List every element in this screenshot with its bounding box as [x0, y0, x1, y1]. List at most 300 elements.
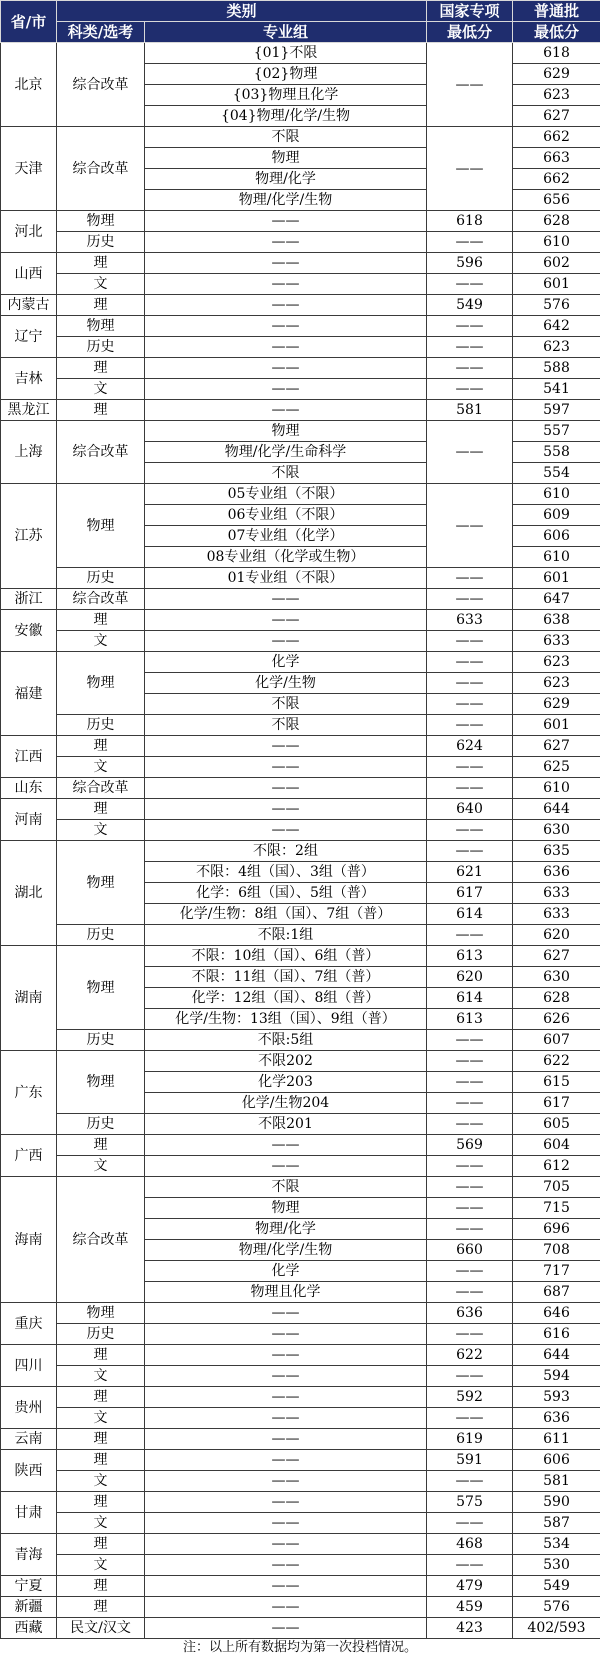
regular-score-cell: 633 [513, 631, 600, 652]
regular-score-cell: 610 [513, 484, 600, 505]
regular-score-cell: 606 [513, 526, 600, 547]
regular-score-cell: 541 [513, 379, 600, 400]
subject-cell: 文 [57, 820, 145, 841]
table-row [1, 1408, 600, 1429]
group-cell: —— [145, 1492, 427, 1513]
subject-cell: 物理 [57, 316, 145, 337]
subject-cell: 文 [57, 1156, 145, 1177]
national-score-cell: —— [427, 589, 513, 610]
national-score-cell: 591 [427, 1450, 513, 1471]
national-score-cell: 468 [427, 1534, 513, 1555]
province-cell: 内蒙古 [1, 295, 57, 316]
subject-cell: 理 [57, 295, 145, 316]
province-cell: 贵州 [1, 1387, 57, 1429]
table-row [1, 1051, 600, 1072]
group-cell: 不限:1组 [145, 925, 427, 946]
group-cell: —— [145, 211, 427, 232]
regular-score-cell: 602 [513, 253, 600, 274]
national-score-cell: 636 [427, 1303, 513, 1324]
national-score-cell: —— [427, 1555, 513, 1576]
national-score-cell: —— [427, 1324, 513, 1345]
national-score-cell: —— [427, 316, 513, 337]
regular-score-cell: 662 [513, 127, 600, 148]
national-score-cell: —— [427, 1156, 513, 1177]
table-row [1, 589, 600, 610]
national-score-cell: —— [427, 1219, 513, 1240]
group-cell: 化学：12组（国）、8组（普） [145, 988, 427, 1009]
province-cell: 海南 [1, 1177, 57, 1303]
province-cell: 吉林 [1, 358, 57, 400]
group-cell: 07专业组（化学） [145, 526, 427, 547]
table-row [1, 316, 600, 337]
subject-cell: 物理 [57, 841, 145, 925]
regular-score-cell: 612 [513, 1156, 600, 1177]
national-score-cell: 614 [427, 904, 513, 925]
national-score-cell: —— [427, 1093, 513, 1114]
table-row [1, 631, 600, 652]
subject-cell: 历史 [57, 715, 145, 736]
province-cell: 云南 [1, 1429, 57, 1450]
subject-cell: 理 [57, 253, 145, 274]
national-score-cell: —— [427, 568, 513, 589]
subject-cell: 物理 [57, 652, 145, 715]
table-row [1, 1555, 600, 1576]
subject-cell: 民文/汉文 [57, 1618, 145, 1639]
regular-score-cell: 635 [513, 841, 600, 862]
province-cell: 河南 [1, 799, 57, 841]
national-score-cell: 549 [427, 295, 513, 316]
group-cell: 06专业组（不限） [145, 505, 427, 526]
subject-cell: 理 [57, 1450, 145, 1471]
group-cell: —— [145, 589, 427, 610]
subject-cell: 综合改革 [57, 778, 145, 799]
group-cell: —— [145, 1324, 427, 1345]
national-score-cell: 569 [427, 1135, 513, 1156]
table-row [1, 1345, 600, 1366]
regular-score-cell: 687 [513, 1282, 600, 1303]
regular-score-cell: 576 [513, 295, 600, 316]
regular-score-cell: 630 [513, 820, 600, 841]
regular-score-cell: 558 [513, 442, 600, 463]
regular-score-cell: 629 [513, 64, 600, 85]
regular-score-cell: 610 [513, 778, 600, 799]
regular-score-cell: 627 [513, 946, 600, 967]
subject-cell: 物理 [57, 484, 145, 568]
regular-score-cell: 606 [513, 1450, 600, 1471]
table-row [1, 1177, 600, 1198]
national-score-cell: —— [427, 232, 513, 253]
subject-cell: 物理 [57, 946, 145, 1030]
table-row [1, 757, 600, 778]
group-cell: —— [145, 1345, 427, 1366]
province-cell: 北京 [1, 43, 57, 127]
regular-score-cell: 696 [513, 1219, 600, 1240]
group-cell: {04}物理/化学/生物 [145, 106, 427, 127]
regular-score-cell: 647 [513, 589, 600, 610]
regular-score-cell: 656 [513, 190, 600, 211]
subject-cell: 物理 [57, 1303, 145, 1324]
subject-cell: 理 [57, 1597, 145, 1618]
group-cell: 物理 [145, 1198, 427, 1219]
group-cell: —— [145, 1135, 427, 1156]
group-cell: 05专业组（不限） [145, 484, 427, 505]
table-row [1, 1576, 600, 1597]
regular-score-cell: 630 [513, 967, 600, 988]
national-score-cell: —— [427, 1198, 513, 1219]
group-cell: {02}物理 [145, 64, 427, 85]
national-score-cell: —— [427, 358, 513, 379]
group-cell: —— [145, 1576, 427, 1597]
table-row [1, 295, 600, 316]
province-cell: 江苏 [1, 484, 57, 589]
national-score-cell: 613 [427, 946, 513, 967]
regular-score-cell: 581 [513, 1471, 600, 1492]
national-score-cell: 614 [427, 988, 513, 1009]
national-score-cell: 618 [427, 211, 513, 232]
regular-score-cell: 601 [513, 274, 600, 295]
table-row [1, 1030, 600, 1051]
province-cell: 宁夏 [1, 1576, 57, 1597]
national-score-cell: —— [427, 715, 513, 736]
national-score-cell: 620 [427, 967, 513, 988]
subject-cell: 综合改革 [57, 1177, 145, 1303]
province-cell: 山西 [1, 253, 57, 295]
header-subject: 科类/选考 [57, 22, 145, 43]
group-cell: 物理 [145, 421, 427, 442]
subject-cell: 历史 [57, 232, 145, 253]
subject-cell: 物理 [57, 211, 145, 232]
regular-score-cell: 605 [513, 1114, 600, 1135]
subject-cell: 物理 [57, 1051, 145, 1114]
national-score-cell: —— [427, 841, 513, 862]
subject-cell: 文 [57, 1513, 145, 1534]
regular-score-cell: 554 [513, 463, 600, 484]
regular-score-cell: 629 [513, 694, 600, 715]
subject-cell: 理 [57, 799, 145, 820]
group-cell: —— [145, 358, 427, 379]
subject-cell: 历史 [57, 1030, 145, 1051]
group-cell: {03}物理且化学 [145, 85, 427, 106]
group-cell: 化学/生物：8组（国）、7组（普） [145, 904, 427, 925]
regular-score-cell: 534 [513, 1534, 600, 1555]
national-score-cell: —— [427, 652, 513, 673]
province-cell: 甘肃 [1, 1492, 57, 1534]
regular-score-cell: 607 [513, 1030, 600, 1051]
header-national-line2: 最低分 [427, 22, 513, 43]
national-score-cell: —— [427, 694, 513, 715]
table-row [1, 1534, 600, 1555]
regular-score-cell: 628 [513, 211, 600, 232]
group-cell: 化学 [145, 652, 427, 673]
national-score-cell: 613 [427, 1009, 513, 1030]
national-score-cell: —— [427, 337, 513, 358]
table-row [1, 925, 600, 946]
national-score-cell: —— [427, 1072, 513, 1093]
regular-score-cell: 615 [513, 1072, 600, 1093]
subject-cell: 理 [57, 1135, 145, 1156]
national-score-cell: —— [427, 379, 513, 400]
table-row [1, 232, 600, 253]
regular-score-cell: 626 [513, 1009, 600, 1030]
national-score-cell: —— [427, 274, 513, 295]
subject-cell: 文 [57, 1471, 145, 1492]
subject-cell: 历史 [57, 1114, 145, 1135]
regular-score-cell: 587 [513, 1513, 600, 1534]
group-cell: —— [145, 232, 427, 253]
national-score-cell: —— [427, 127, 513, 211]
table-row [1, 799, 600, 820]
subject-cell: 理 [57, 1576, 145, 1597]
national-score-cell: —— [427, 421, 513, 484]
national-score-cell: —— [427, 1177, 513, 1198]
subject-cell: 文 [57, 379, 145, 400]
regular-score-cell: 557 [513, 421, 600, 442]
subject-cell: 历史 [57, 1324, 145, 1345]
regular-score-cell: 610 [513, 232, 600, 253]
national-score-cell: 423 [427, 1618, 513, 1639]
regular-score-cell: 623 [513, 673, 600, 694]
group-cell: —— [145, 631, 427, 652]
group-cell: —— [145, 316, 427, 337]
regular-score-cell: 636 [513, 1408, 600, 1429]
group-cell: —— [145, 253, 427, 274]
table-row [1, 1513, 600, 1534]
regular-score-cell: 617 [513, 1093, 600, 1114]
subject-cell: 历史 [57, 925, 145, 946]
province-cell: 天津 [1, 127, 57, 211]
header-group: 专业组 [145, 22, 427, 43]
table-row [1, 358, 600, 379]
table-row [1, 946, 600, 967]
regular-score-cell: 627 [513, 106, 600, 127]
regular-score-cell: 644 [513, 1345, 600, 1366]
table-row [1, 484, 600, 505]
province-cell: 浙江 [1, 589, 57, 610]
subject-cell: 历史 [57, 337, 145, 358]
national-score-cell: 617 [427, 883, 513, 904]
group-cell: 不限:5组 [145, 1030, 427, 1051]
province-cell: 上海 [1, 421, 57, 484]
national-score-cell: 575 [427, 1492, 513, 1513]
regular-score-cell: 576 [513, 1597, 600, 1618]
province-cell: 湖南 [1, 946, 57, 1051]
group-cell: —— [145, 799, 427, 820]
national-score-cell: —— [427, 820, 513, 841]
table-row [1, 1492, 600, 1513]
table-row [1, 778, 600, 799]
national-score-cell: —— [427, 631, 513, 652]
national-score-cell: 619 [427, 1429, 513, 1450]
subject-cell: 文 [57, 1408, 145, 1429]
province-cell: 四川 [1, 1345, 57, 1387]
regular-score-cell: 708 [513, 1240, 600, 1261]
group-cell: 物理 [145, 148, 427, 169]
regular-score-cell: 593 [513, 1387, 600, 1408]
group-cell: —— [145, 736, 427, 757]
regular-score-cell: 618 [513, 43, 600, 64]
province-cell: 河北 [1, 211, 57, 253]
table-row [1, 274, 600, 295]
regular-score-cell: 644 [513, 799, 600, 820]
national-score-cell: —— [427, 1051, 513, 1072]
group-cell: 不限 [145, 463, 427, 484]
subject-cell: 理 [57, 1345, 145, 1366]
group-cell: —— [145, 379, 427, 400]
regular-score-cell: 715 [513, 1198, 600, 1219]
group-cell: 化学/生物：13组（国）、9组（普） [145, 1009, 427, 1030]
regular-score-cell: 623 [513, 652, 600, 673]
group-cell: 不限：10组（国）、6组（普） [145, 946, 427, 967]
group-cell: 不限：11组（国）、7组（普） [145, 967, 427, 988]
table-row [1, 400, 600, 421]
province-cell: 西藏 [1, 1618, 57, 1639]
subject-cell: 理 [57, 1492, 145, 1513]
regular-score-cell: 623 [513, 85, 600, 106]
regular-score-cell: 549 [513, 1576, 600, 1597]
table-row [1, 379, 600, 400]
regular-score-cell: 610 [513, 547, 600, 568]
group-cell: —— [145, 1450, 427, 1471]
national-score-cell: 479 [427, 1576, 513, 1597]
province-cell: 广西 [1, 1135, 57, 1177]
table-row [1, 1597, 600, 1618]
group-cell: 化学：6组（国）、5组（普） [145, 883, 427, 904]
regular-score-cell: 717 [513, 1261, 600, 1282]
province-cell: 山东 [1, 778, 57, 799]
table-row [1, 820, 600, 841]
group-cell: —— [145, 1429, 427, 1450]
national-score-cell: —— [427, 1261, 513, 1282]
table-row [1, 736, 600, 757]
group-cell: 不限 [145, 127, 427, 148]
table-row [1, 610, 600, 631]
province-cell: 黑龙江 [1, 400, 57, 421]
national-score-cell: 624 [427, 736, 513, 757]
national-score-cell: —— [427, 925, 513, 946]
group-cell: 物理/化学 [145, 1219, 427, 1240]
regular-score-cell: 601 [513, 568, 600, 589]
table-row [1, 1429, 600, 1450]
table-row [1, 1618, 600, 1639]
header-national-line1: 国家专项 [427, 1, 513, 22]
group-cell: —— [145, 757, 427, 778]
national-score-cell: 633 [427, 610, 513, 631]
subject-cell: 文 [57, 274, 145, 295]
national-score-cell: —— [427, 757, 513, 778]
province-cell: 江西 [1, 736, 57, 778]
group-cell: 不限 [145, 694, 427, 715]
group-cell: 01专业组（不限） [145, 568, 427, 589]
table-row [1, 715, 600, 736]
national-score-cell: 622 [427, 1345, 513, 1366]
subject-cell: 理 [57, 400, 145, 421]
table-row [1, 1366, 600, 1387]
subject-cell: 历史 [57, 568, 145, 589]
subject-cell: 文 [57, 1366, 145, 1387]
province-cell: 陕西 [1, 1450, 57, 1492]
group-cell: —— [145, 1408, 427, 1429]
subject-cell: 理 [57, 736, 145, 757]
table-row [1, 1303, 600, 1324]
regular-score-cell: 594 [513, 1366, 600, 1387]
group-cell: —— [145, 274, 427, 295]
regular-score-cell: 622 [513, 1051, 600, 1072]
regular-score-cell: 611 [513, 1429, 600, 1450]
national-score-cell: 640 [427, 799, 513, 820]
national-score-cell: —— [427, 43, 513, 127]
regular-score-cell: 663 [513, 148, 600, 169]
table-row [1, 421, 600, 442]
group-cell: —— [145, 1513, 427, 1534]
subject-cell: 文 [57, 1555, 145, 1576]
table-header [1, 1, 600, 43]
regular-score-cell: 623 [513, 337, 600, 358]
regular-score-cell: 633 [513, 904, 600, 925]
group-cell: {01}不限 [145, 43, 427, 64]
group-cell: 物理/化学/生命科学 [145, 442, 427, 463]
national-score-cell: 660 [427, 1240, 513, 1261]
group-cell: —— [145, 1471, 427, 1492]
group-cell: —— [145, 1555, 427, 1576]
table-row [1, 1324, 600, 1345]
table-row [1, 1450, 600, 1471]
regular-score-cell: 628 [513, 988, 600, 1009]
group-cell: 08专业组（化学或生物） [145, 547, 427, 568]
group-cell: —— [145, 778, 427, 799]
table-row [1, 1471, 600, 1492]
national-score-cell: —— [427, 1366, 513, 1387]
group-cell: 化学 [145, 1261, 427, 1282]
national-score-cell: —— [427, 673, 513, 694]
regular-score-cell: 597 [513, 400, 600, 421]
table-row [1, 211, 600, 232]
subject-cell: 综合改革 [57, 43, 145, 127]
header-category: 类别 [57, 1, 427, 22]
group-cell: 不限201 [145, 1114, 427, 1135]
regular-score-cell: 616 [513, 1324, 600, 1345]
table-row [1, 43, 600, 64]
subject-cell: 理 [57, 1534, 145, 1555]
table-row [1, 127, 600, 148]
regular-score-cell: 625 [513, 757, 600, 778]
group-cell: 物理/化学 [145, 169, 427, 190]
header-province: 省/市 [1, 1, 57, 43]
regular-score-cell: 636 [513, 862, 600, 883]
header-regular-line2: 最低分 [513, 22, 600, 43]
group-cell: 不限：2组 [145, 841, 427, 862]
subject-cell: 理 [57, 1429, 145, 1450]
regular-score-cell: 402/593 [513, 1618, 600, 1639]
subject-cell: 理 [57, 358, 145, 379]
group-cell: —— [145, 610, 427, 631]
province-cell: 福建 [1, 652, 57, 736]
regular-score-cell: 646 [513, 1303, 600, 1324]
table-row [1, 568, 600, 589]
group-cell: —— [145, 1303, 427, 1324]
group-cell: —— [145, 1366, 427, 1387]
subject-cell: 综合改革 [57, 421, 145, 484]
national-score-cell: —— [427, 1408, 513, 1429]
regular-score-cell: 530 [513, 1555, 600, 1576]
national-score-cell: —— [427, 1282, 513, 1303]
subject-cell: 综合改革 [57, 589, 145, 610]
table-body [1, 43, 600, 1639]
group-cell: —— [145, 1618, 427, 1639]
regular-score-cell: 662 [513, 169, 600, 190]
subject-cell: 文 [57, 757, 145, 778]
province-cell: 广东 [1, 1051, 57, 1135]
group-cell: 物理/化学/生物 [145, 190, 427, 211]
